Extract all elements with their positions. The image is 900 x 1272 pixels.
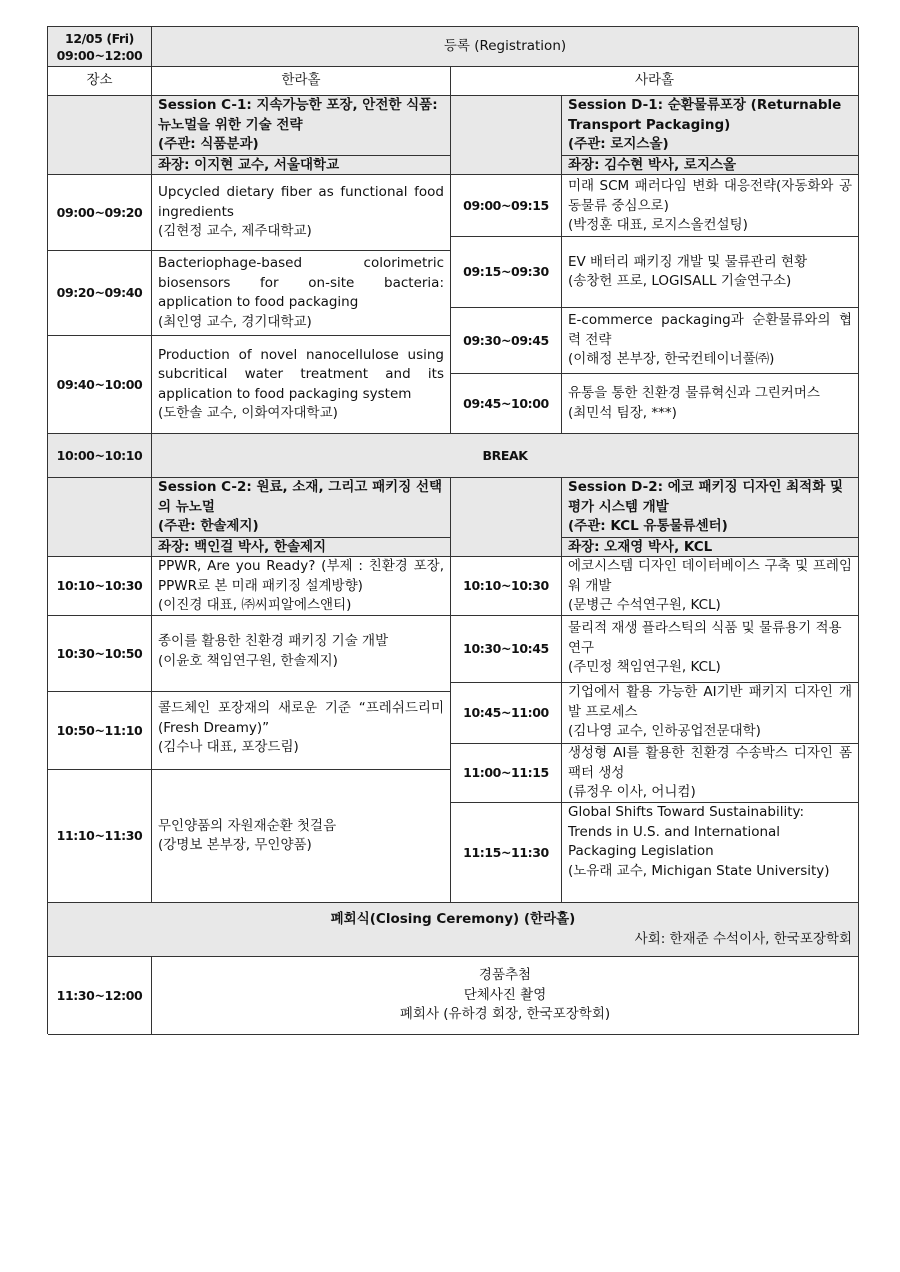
d1-talk-1-time: 09:00~09:15 [451,175,562,237]
session-d1-chair: 좌장: 김수현 박사, 로지스올 [562,155,858,175]
c1-talk-1-title: Upcycled dietary fiber as functional food ingredients [158,184,444,220]
c1-talk-3-time: 09:40~10:00 [48,336,152,434]
c1-talk-3-title: Production of novel nanocellulose using subcritical water treatment and its application to food packaging system [158,346,444,402]
c2-talk-4-speaker: (강명보 본부장, 무인양품) [158,837,312,853]
d2-talk-1-speaker: (문병근 수석연구원, KCL) [568,597,721,613]
d2-talk-4-title: 생성형 AI를 활용한 친환경 수송박스 디자인 폼팩터 생성 [568,745,852,781]
d1-talk-4-title: 유통을 통한 친환경 물류혁신과 그린커머스 [568,385,820,401]
c2-talk-2-title: 종이를 활용한 친환경 패키징 기술 개발 [158,633,389,649]
d1-talk-2 [562,237,859,308]
c2-talk-4-time: 11:10~11:30 [48,770,152,903]
schedule-table [47,26,858,1034]
d2-talk-1-time: 10:10~10:30 [451,557,562,616]
d2-talk-3 [562,683,859,744]
break-label: BREAK [152,434,859,478]
session-d1-host: (주관: 로지스올) [568,136,669,152]
c1-talk-3 [152,336,451,434]
d2-talk-3-speaker: (김나영 교수, 인하공업전문대학) [568,723,761,739]
d1-talk-4-speaker: (최민석 팀장, ***) [568,404,677,421]
c2-talk-3-speaker: (김수나 대표, 포장드림) [158,739,299,755]
c1-talk-1-time: 09:00~09:20 [48,175,152,251]
d1-talk-3 [562,308,859,374]
c1-talk-2-time: 09:20~09:40 [48,251,152,336]
session-c2-host: (주관: 한솔제지) [158,518,259,534]
session-d2-title: Session D-2: 에코 패키징 디자인 최적화 및 평가 시스템 개발 [568,479,844,515]
d2-talk-4-speaker: (류정우 이사, 어니컴) [568,784,696,800]
d2-talk-1-title: 에코시스템 디자인 데이터베이스 구축 및 프레임워 개발 [568,558,852,594]
closing-program [152,957,859,1035]
header-date-time [48,27,152,67]
header-time: 09:00~12:00 [56,47,143,63]
session-d2-time-blank [451,478,562,557]
c2-talk-2-speaker: (이윤호 책임연구원, 한솔제지) [158,652,338,669]
d1-talk-3-time: 09:30~09:45 [451,308,562,374]
c2-talk-4 [152,770,451,903]
c2-talk-2 [152,616,451,692]
d2-talk-5-speaker: (노유래 교수, Michigan State University) [568,862,830,879]
session-d1-time-blank [451,96,562,175]
closing-time: 11:30~12:00 [48,957,152,1035]
registration-label: 등록 (Registration) [443,37,567,54]
session-c1-host: (주관: 식품분과) [158,136,259,152]
c1-talk-2 [152,251,451,336]
d1-talk-2-title: EV 배터리 패키징 개발 및 물류관리 현황 [568,253,808,270]
hall-right: 사라홀 [451,67,859,96]
d1-talk-1-speaker: (박정훈 대표, 로지스올컨설팅) [568,217,748,233]
d2-talk-4 [562,744,859,803]
session-d1-header [562,96,859,175]
d2-talk-3-time: 10:45~11:00 [451,683,562,744]
c1-talk-2-title: Bacteriophage-based colorimetric biosensors for on-site bacteria: application to food packaging [158,255,444,310]
d1-talk-1 [562,175,859,237]
c1-talk-1 [152,175,451,251]
header-date: 12/05 (Fri) [65,30,134,46]
c2-talk-2-time: 10:30~10:50 [48,616,152,692]
closing-title: 폐회식(Closing Ceremony) (한라홀) [330,911,576,927]
d1-talk-4 [562,374,859,434]
c2-talk-1 [152,557,451,616]
session-d2-chair: 좌장: 오재영 박사, KCL [562,537,858,557]
c1-talk-3-speaker: (도한솔 교수, 이화여자대학교) [158,405,338,421]
c2-talk-1-title: PPWR, Are you Ready? (부제 : 친환경 포장, PPWR로 본 미래 패키징 설계방향) [158,558,444,594]
d2-talk-5-time: 11:15~11:30 [451,803,562,903]
d1-talk-3-title: E-commerce packaging과 순환물류와의 협력 전략 [568,312,852,348]
c1-talk-1-speaker: (김현정 교수, 제주대학교) [158,223,312,240]
closing-item-closing-remarks: 폐회사 (유하경 회장, 한국포장학회) [399,1006,611,1023]
closing-ceremony-header [48,903,859,957]
d2-talk-3-title: 기업에서 활용 가능한 AI기반 패키지 디자인 개발 프로세스 [568,684,852,720]
c2-talk-1-time: 10:10~10:30 [48,557,152,616]
venue-label: 장소 [48,67,152,96]
c2-talk-3-time: 10:50~11:10 [48,692,152,770]
c2-talk-3-title: 콜드체인 포장재의 새로운 기준 “프레쉬드리미(Fresh Dreamy)” [158,700,444,736]
d2-talk-2-speaker: (주민정 책임연구원, KCL) [568,659,721,675]
c2-talk-3 [152,692,451,770]
session-c1-title: Session C-1: 지속가능한 포장, 안전한 식품: 뉴노멀을 위한 기술 전략 [158,97,438,133]
d1-talk-1-title: 미래 SCM 패러다임 변화 대응전략(자동화와 공동물류 중심으로) [568,178,852,214]
d2-talk-2-title: 물리적 재생 플라스틱의 식품 및 물류용기 적용 연구 [568,620,842,656]
session-c1-chair: 좌장: 이지현 교수, 서울대학교 [152,155,450,175]
d1-talk-2-speaker: (송창헌 프로, LOGISALL 기술연구소) [568,273,792,289]
d2-talk-2-time: 10:30~10:45 [451,616,562,683]
d2-talk-5 [562,803,859,903]
closing-item-group-photo: 단체사진 촬영 [463,986,547,1003]
d2-talk-1 [562,557,859,616]
session-c2-chair: 좌장: 백인걸 박사, 한솔제지 [152,537,450,557]
c2-talk-4-title: 무인양품의 자원재순환 첫걸음 [158,817,337,834]
d2-talk-2 [562,616,859,683]
session-d1-title: Session D-1: 순환물류포장 (Returnable Transport Packaging) [568,97,842,133]
session-c1-header [152,96,451,175]
closing-mc: 사회: 한재준 수석이사, 한국포장학회 [634,930,852,947]
session-c2-title: Session C-2: 원료, 소재, 그리고 패키징 선택의 뉴노멀 [158,479,443,515]
break-time: 10:00~10:10 [48,434,152,478]
session-c2-header [152,478,451,557]
hall-left: 한라홀 [152,67,451,96]
closing-item-lucky-draw: 경품추첨 [478,967,532,984]
d2-talk-5-title: Global Shifts Toward Sustainability: Trends in U.S. and International Packaging Legislation [568,804,805,859]
session-c1-time-blank [48,96,152,175]
session-d2-host: (주관: KCL 유통물류센터) [568,518,728,534]
session-c2-time-blank [48,478,152,557]
d2-talk-4-time: 11:00~11:15 [451,744,562,803]
d1-talk-3-speaker: (이해정 본부장, 한국컨테이너풀㈜) [568,351,775,368]
registration-cell [152,27,859,67]
c2-talk-1-speaker: (이진경 대표, ㈜씨피알에스앤티) [158,597,352,613]
session-d2-header [562,478,859,557]
c1-talk-2-speaker: (최인영 교수, 경기대학교) [158,313,312,330]
d1-talk-4-time: 09:45~10:00 [451,374,562,434]
d1-talk-2-time: 09:15~09:30 [451,237,562,308]
